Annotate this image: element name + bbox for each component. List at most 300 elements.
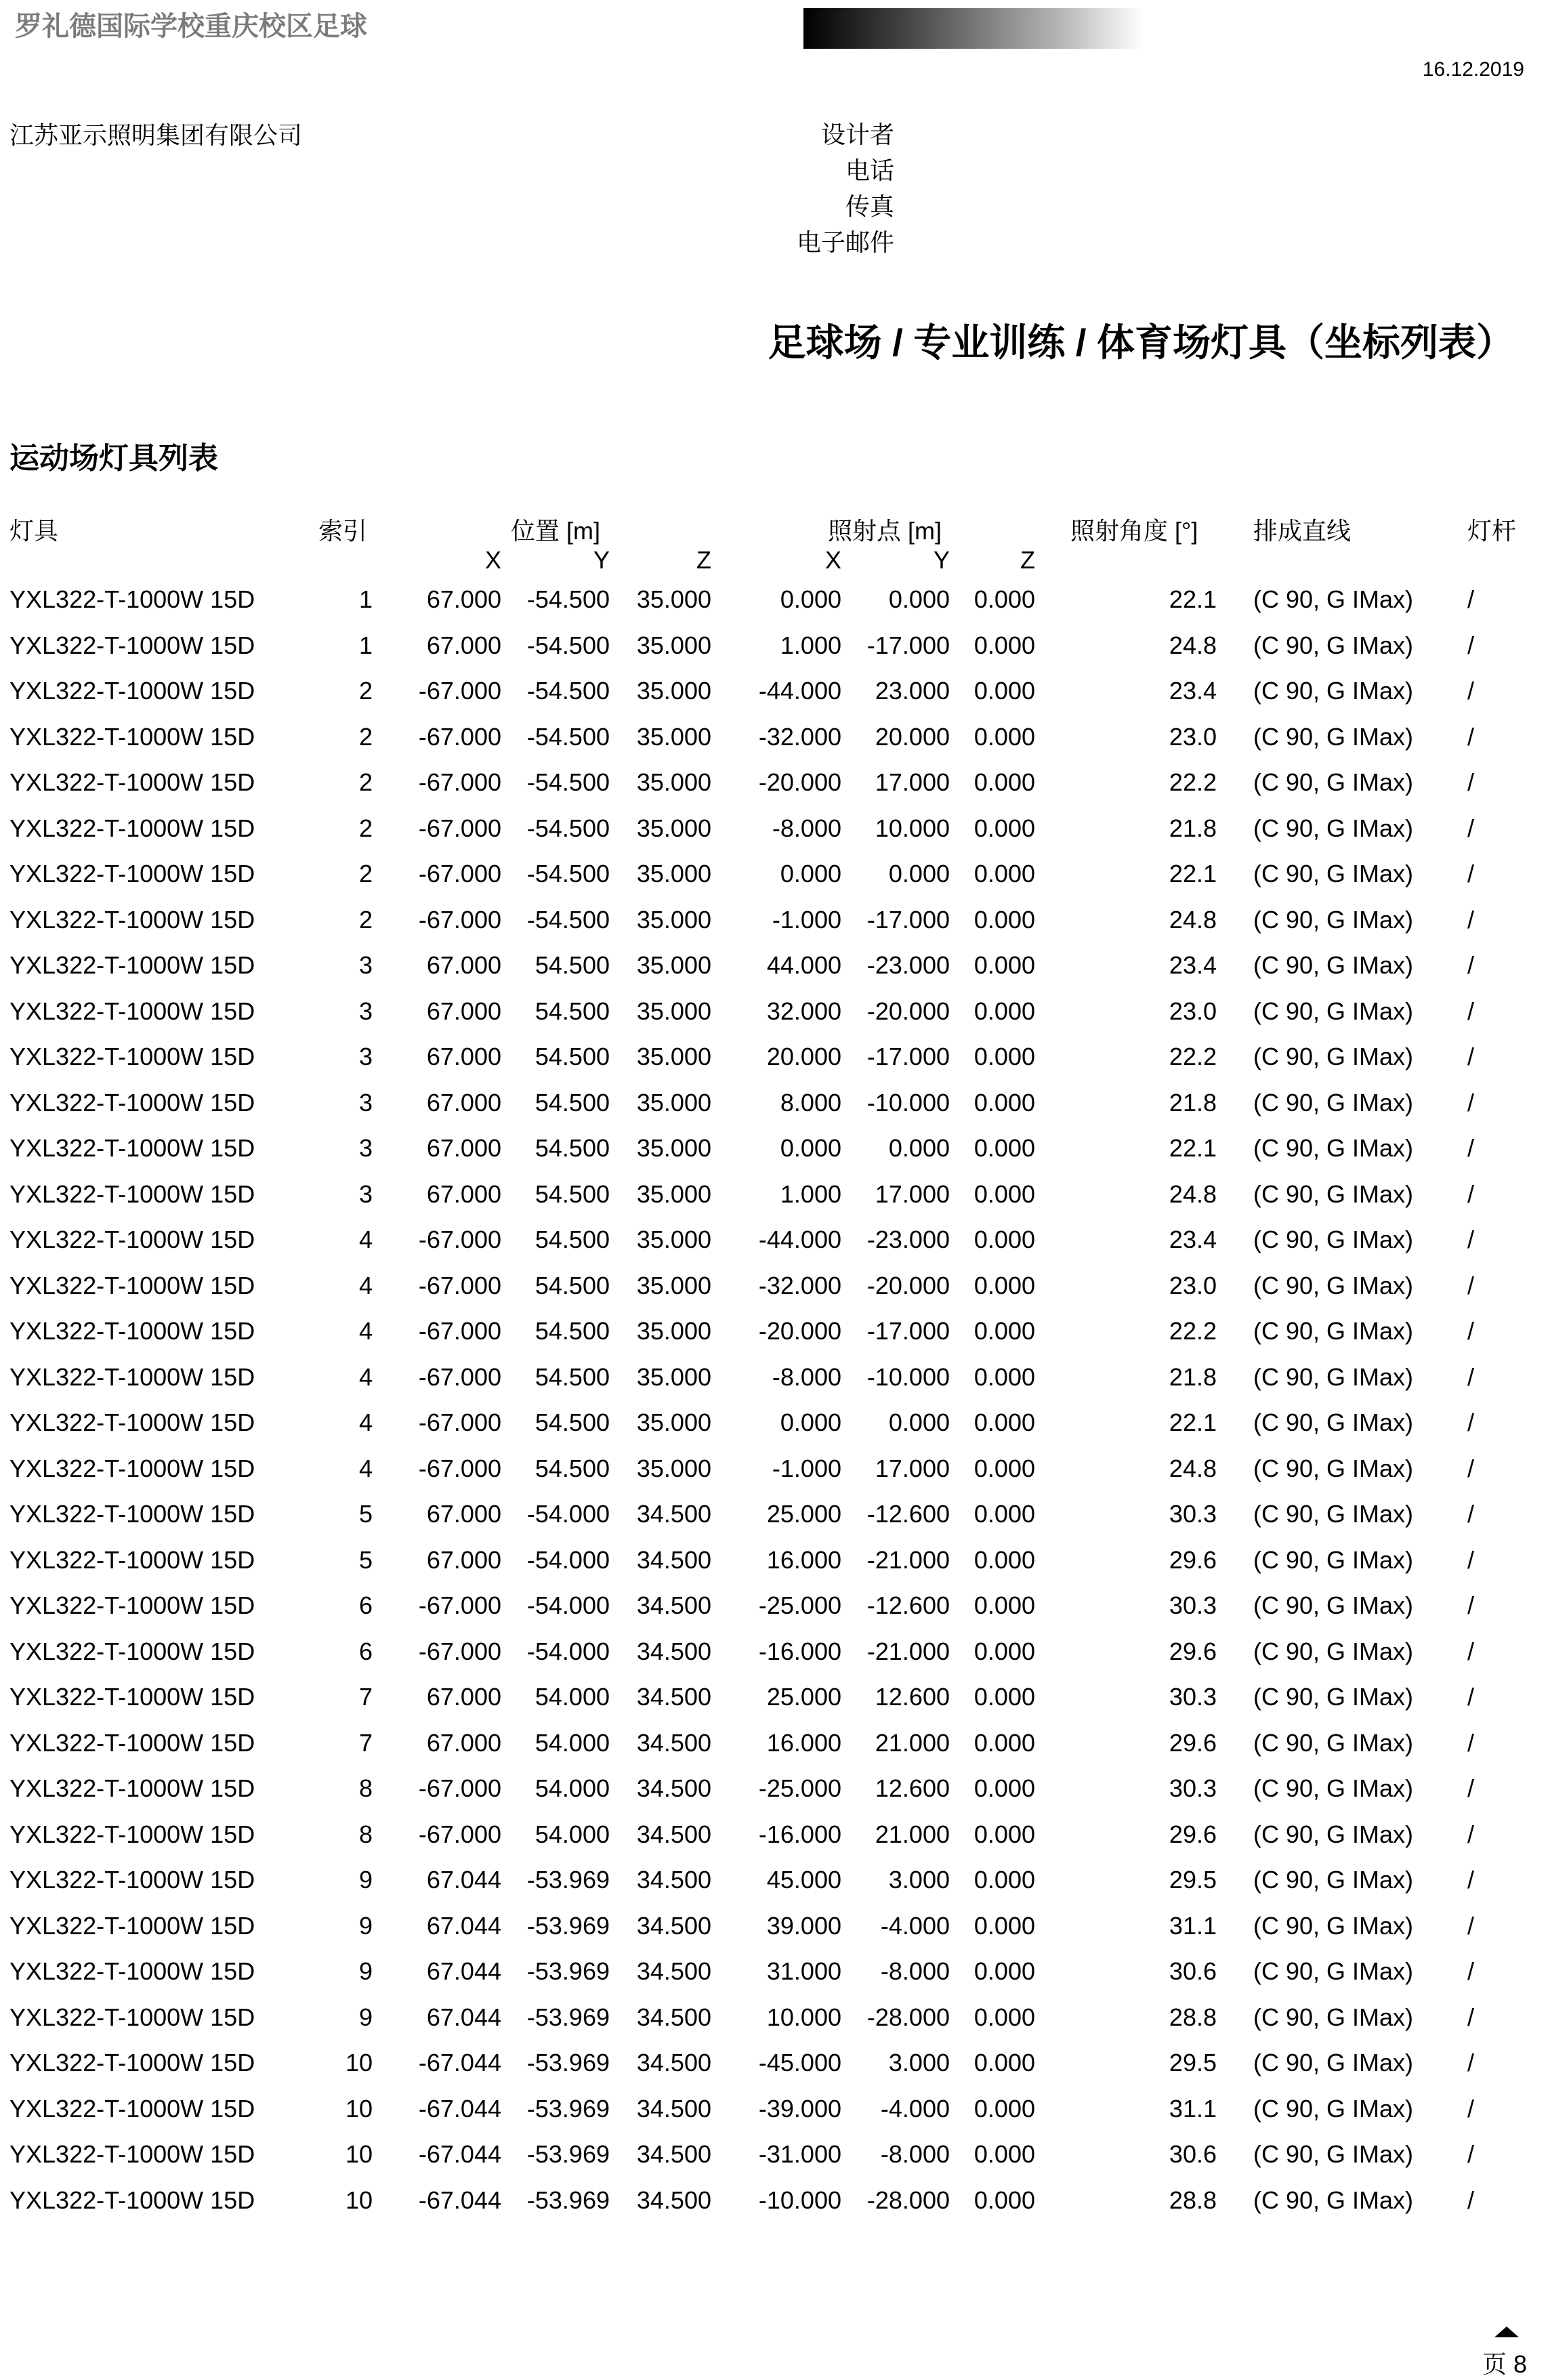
luminaire-cell: YXL322-T-1000W 15D	[9, 2003, 255, 2031]
table-row	[0, 2089, 1550, 2135]
table-row	[0, 1037, 1550, 1083]
header-luminaire: 灯具	[9, 517, 59, 545]
position-x-cell: -67.000	[418, 814, 501, 842]
table-row	[0, 992, 1550, 1038]
aim-x-cell: 0.000	[780, 860, 841, 888]
aim-x-cell: -20.000	[758, 768, 841, 796]
aim-angle-cell: 21.8	[1169, 1088, 1217, 1116]
email-label: 电子邮件	[796, 228, 894, 256]
position-x-cell: -67.044	[418, 2186, 501, 2214]
luminaire-cell: YXL322-T-1000W 15D	[9, 1226, 255, 1253]
alignment-cell: (C 90, G IMax)	[1253, 951, 1414, 979]
table-row	[0, 946, 1550, 992]
alignment-cell: (C 90, G IMax)	[1253, 1591, 1414, 1619]
aim-x-cell: 0.000	[780, 1408, 841, 1436]
aim-x-cell: -16.000	[758, 1820, 841, 1848]
position-x-cell: -67.000	[418, 677, 501, 705]
aim-z-cell: 0.000	[973, 722, 1035, 751]
aim-angle-cell: 31.1	[1169, 2094, 1217, 2123]
aim-y-cell: 0.000	[888, 585, 950, 613]
table-row	[0, 763, 1550, 809]
position-x-cell: -67.000	[418, 1271, 501, 1299]
position-z-cell: 35.000	[636, 1317, 711, 1345]
table-row	[0, 1815, 1550, 1861]
header-aim-z: Z	[1020, 546, 1035, 574]
pole-cell: /	[1467, 1134, 1475, 1162]
aim-z-cell: 0.000	[973, 2186, 1035, 2214]
aim-z-cell: 0.000	[973, 1362, 1035, 1391]
aim-z-cell: 0.000	[973, 631, 1035, 659]
table-row	[0, 1129, 1550, 1175]
position-z-cell: 35.000	[636, 722, 711, 751]
aim-x-cell: 45.000	[766, 1866, 841, 1894]
position-x-cell: 67.000	[426, 1683, 501, 1711]
table-row	[0, 1632, 1550, 1678]
luminaire-table-body	[0, 580, 1550, 2226]
header-gradient-bar	[803, 8, 1144, 49]
aim-y-cell: -28.000	[866, 2186, 950, 2214]
position-z-cell: 35.000	[636, 860, 711, 888]
table-row	[0, 1541, 1550, 1587]
index-cell: 2	[358, 677, 373, 705]
luminaire-cell: YXL322-T-1000W 15D	[9, 814, 255, 842]
aim-y-cell: -8.000	[880, 1957, 950, 1985]
aim-angle-cell: 21.8	[1169, 1362, 1217, 1391]
table-row	[0, 1083, 1550, 1129]
index-cell: 4	[358, 1454, 373, 1482]
index-cell: 4	[358, 1271, 373, 1299]
position-y-cell: 54.500	[535, 997, 610, 1025]
position-x-cell: -67.000	[418, 1226, 501, 1253]
index-cell: 9	[358, 1866, 373, 1894]
luminaire-cell: YXL322-T-1000W 15D	[9, 2140, 255, 2168]
position-z-cell: 35.000	[636, 631, 711, 659]
position-x-cell: 67.000	[426, 997, 501, 1025]
position-z-cell: 35.000	[636, 951, 711, 979]
aim-x-cell: 16.000	[766, 1545, 841, 1574]
aim-x-cell: -10.000	[758, 2186, 841, 2214]
pole-cell: /	[1467, 905, 1475, 934]
aim-z-cell: 0.000	[973, 1683, 1035, 1711]
aim-z-cell: 0.000	[973, 1545, 1035, 1574]
aim-angle-cell: 22.2	[1169, 1043, 1217, 1070]
designer-label: 设计者	[820, 121, 894, 148]
luminaire-cell: YXL322-T-1000W 15D	[9, 1043, 255, 1070]
pole-cell: /	[1467, 1591, 1475, 1619]
page-up-icon	[1494, 2326, 1519, 2337]
aim-z-cell: 0.000	[973, 677, 1035, 705]
aim-z-cell: 0.000	[973, 1134, 1035, 1162]
aim-y-cell: -17.000	[866, 631, 950, 659]
aim-y-cell: 17.000	[875, 1454, 950, 1482]
position-z-cell: 34.500	[636, 1774, 711, 1802]
aim-x-cell: -31.000	[758, 2140, 841, 2168]
pole-cell: /	[1467, 722, 1475, 751]
pole-cell: /	[1467, 1043, 1475, 1070]
pole-cell: /	[1467, 631, 1475, 659]
aim-x-cell: -32.000	[758, 722, 841, 751]
alignment-cell: (C 90, G IMax)	[1253, 1820, 1414, 1848]
aim-x-cell: 44.000	[766, 951, 841, 979]
position-x-cell: -67.000	[418, 768, 501, 796]
position-z-cell: 35.000	[636, 585, 711, 613]
position-z-cell: 34.500	[636, 1957, 711, 1985]
aim-y-cell: -17.000	[866, 1043, 950, 1070]
aim-y-cell: -4.000	[880, 2094, 950, 2123]
position-y-cell: -53.969	[526, 2094, 610, 2123]
luminaire-cell: YXL322-T-1000W 15D	[9, 1728, 255, 1757]
alignment-cell: (C 90, G IMax)	[1253, 1957, 1414, 1985]
aim-angle-cell: 29.6	[1169, 1637, 1217, 1665]
aim-z-cell: 0.000	[973, 1591, 1035, 1619]
header-aim-x: X	[824, 546, 841, 574]
position-z-cell: 34.500	[636, 2003, 711, 2031]
index-cell: 3	[358, 951, 373, 979]
aim-y-cell: -17.000	[866, 905, 950, 934]
alignment-cell: (C 90, G IMax)	[1253, 2094, 1414, 2123]
aim-x-cell: -16.000	[758, 1637, 841, 1665]
aim-y-cell: 17.000	[875, 1179, 950, 1208]
aim-angle-cell: 21.8	[1169, 814, 1217, 842]
index-cell: 9	[358, 1957, 373, 1985]
aim-z-cell: 0.000	[973, 1911, 1035, 1940]
index-cell: 4	[358, 1362, 373, 1391]
position-z-cell: 34.500	[636, 1683, 711, 1711]
index-cell: 9	[358, 2003, 373, 2031]
table-row	[0, 1724, 1550, 1770]
index-cell: 3	[358, 997, 373, 1025]
aim-y-cell: -4.000	[880, 1911, 950, 1940]
position-z-cell: 34.500	[636, 1820, 711, 1848]
pole-cell: /	[1467, 1226, 1475, 1253]
table-row	[0, 2181, 1550, 2227]
position-y-cell: -54.500	[526, 677, 610, 705]
aim-angle-cell: 29.5	[1169, 2049, 1217, 2076]
luminaire-cell: YXL322-T-1000W 15D	[9, 1774, 255, 1802]
position-y-cell: -54.000	[526, 1591, 610, 1619]
aim-y-cell: 3.000	[888, 2049, 950, 2076]
pole-cell: /	[1467, 1820, 1475, 1848]
aim-y-cell: -21.000	[866, 1637, 950, 1665]
aim-y-cell: 0.000	[888, 860, 950, 888]
document-date: 16.12.2019	[1422, 58, 1524, 81]
position-z-cell: 35.000	[636, 677, 711, 705]
alignment-cell: (C 90, G IMax)	[1253, 2186, 1414, 2214]
table-row	[0, 2135, 1550, 2181]
index-cell: 3	[358, 1043, 373, 1070]
position-x-cell: 67.000	[426, 585, 501, 613]
index-cell: 10	[345, 2140, 373, 2168]
pole-cell: /	[1467, 997, 1475, 1025]
aim-z-cell: 0.000	[973, 1271, 1035, 1299]
aim-y-cell: 0.000	[888, 1134, 950, 1162]
position-z-cell: 34.500	[636, 1500, 711, 1528]
aim-x-cell: -8.000	[772, 1362, 841, 1391]
alignment-cell: (C 90, G IMax)	[1253, 585, 1414, 613]
position-y-cell: 54.500	[535, 1454, 610, 1482]
aim-angle-cell: 23.0	[1169, 1271, 1217, 1299]
luminaire-cell: YXL322-T-1000W 15D	[9, 631, 255, 659]
aim-y-cell: -12.600	[866, 1500, 950, 1528]
position-x-cell: 67.000	[426, 1728, 501, 1757]
luminaire-cell: YXL322-T-1000W 15D	[9, 1454, 255, 1482]
phone-label: 电话	[845, 156, 894, 184]
position-y-cell: -54.500	[526, 768, 610, 796]
table-row	[0, 1860, 1550, 1906]
position-y-cell: -54.500	[526, 905, 610, 934]
index-cell: 3	[358, 1088, 373, 1116]
position-y-cell: -54.500	[526, 585, 610, 613]
aim-y-cell: -28.000	[866, 2003, 950, 2031]
aim-z-cell: 0.000	[973, 1179, 1035, 1208]
page-number: 页 8	[1482, 2350, 1527, 2378]
position-x-cell: 67.044	[426, 1957, 501, 1985]
aim-y-cell: 21.000	[875, 1728, 950, 1757]
alignment-cell: (C 90, G IMax)	[1253, 2140, 1414, 2168]
position-y-cell: -54.500	[526, 722, 610, 751]
alignment-cell: (C 90, G IMax)	[1253, 860, 1414, 888]
position-y-cell: -54.000	[526, 1500, 610, 1528]
position-z-cell: 35.000	[636, 905, 711, 934]
table-row	[0, 717, 1550, 764]
aim-z-cell: 0.000	[973, 1500, 1035, 1528]
position-y-cell: 54.000	[535, 1774, 610, 1802]
index-cell: 4	[358, 1408, 373, 1436]
aim-y-cell: -21.000	[866, 1545, 950, 1574]
header-position-z: Z	[696, 546, 711, 574]
alignment-cell: (C 90, G IMax)	[1253, 677, 1414, 705]
pole-cell: /	[1467, 1774, 1475, 1802]
aim-angle-cell: 28.8	[1169, 2186, 1217, 2214]
position-z-cell: 34.500	[636, 2140, 711, 2168]
index-cell: 2	[358, 814, 373, 842]
position-z-cell: 35.000	[636, 1043, 711, 1070]
alignment-cell: (C 90, G IMax)	[1253, 1134, 1414, 1162]
table-row	[0, 1266, 1550, 1312]
aim-angle-cell: 24.8	[1169, 631, 1217, 659]
aim-z-cell: 0.000	[973, 1317, 1035, 1345]
alignment-cell: (C 90, G IMax)	[1253, 1043, 1414, 1070]
pole-cell: /	[1467, 1088, 1475, 1116]
aim-angle-cell: 22.1	[1169, 1134, 1217, 1162]
table-row	[0, 1312, 1550, 1358]
aim-x-cell: -8.000	[772, 814, 841, 842]
pole-cell: /	[1467, 1957, 1475, 1985]
aim-x-cell: -44.000	[758, 1226, 841, 1253]
position-x-cell: 67.044	[426, 1866, 501, 1894]
aim-x-cell: -25.000	[758, 1591, 841, 1619]
position-x-cell: -67.000	[418, 1774, 501, 1802]
alignment-cell: (C 90, G IMax)	[1253, 1226, 1414, 1253]
index-cell: 7	[358, 1683, 373, 1711]
aim-y-cell: 10.000	[875, 814, 950, 842]
luminaire-cell: YXL322-T-1000W 15D	[9, 2049, 255, 2076]
aim-x-cell: 10.000	[766, 2003, 841, 2031]
aim-z-cell: 0.000	[973, 1637, 1035, 1665]
aim-y-cell: 12.600	[875, 1683, 950, 1711]
index-cell: 8	[358, 1774, 373, 1802]
luminaire-cell: YXL322-T-1000W 15D	[9, 1500, 255, 1528]
position-z-cell: 34.500	[636, 2049, 711, 2076]
pole-cell: /	[1467, 2186, 1475, 2214]
aim-x-cell: -32.000	[758, 1271, 841, 1299]
position-y-cell: -54.500	[526, 631, 610, 659]
aim-x-cell: -39.000	[758, 2094, 841, 2123]
position-z-cell: 35.000	[636, 1362, 711, 1391]
aim-angle-cell: 30.6	[1169, 1957, 1217, 1985]
company-name: 江苏亚示照明集团有限公司	[9, 121, 303, 149]
position-x-cell: -67.000	[418, 1317, 501, 1345]
aim-angle-cell: 30.3	[1169, 1500, 1217, 1528]
alignment-cell: (C 90, G IMax)	[1253, 722, 1414, 751]
aim-x-cell: 32.000	[766, 997, 841, 1025]
position-z-cell: 34.500	[636, 1591, 711, 1619]
fax-label: 传真	[845, 192, 894, 220]
luminaire-cell: YXL322-T-1000W 15D	[9, 722, 255, 751]
aim-y-cell: 0.000	[888, 1408, 950, 1436]
pole-cell: /	[1467, 1728, 1475, 1757]
table-row	[0, 854, 1550, 900]
table-row	[0, 1952, 1550, 1998]
index-cell: 1	[358, 585, 373, 613]
aim-y-cell: 21.000	[875, 1820, 950, 1848]
aim-z-cell: 0.000	[973, 951, 1035, 979]
header-position-y: Y	[593, 546, 610, 574]
pole-cell: /	[1467, 2003, 1475, 2031]
luminaire-cell: YXL322-T-1000W 15D	[9, 1088, 255, 1116]
table-row	[0, 809, 1550, 855]
index-cell: 5	[358, 1500, 373, 1528]
pole-cell: /	[1467, 1911, 1475, 1940]
alignment-cell: (C 90, G IMax)	[1253, 1500, 1414, 1528]
luminaire-cell: YXL322-T-1000W 15D	[9, 997, 255, 1025]
header-pole: 灯杆	[1467, 517, 1517, 545]
alignment-cell: (C 90, G IMax)	[1253, 1317, 1414, 1345]
position-z-cell: 35.000	[636, 814, 711, 842]
luminaire-cell: YXL322-T-1000W 15D	[9, 2094, 255, 2123]
aim-z-cell: 0.000	[973, 1774, 1035, 1802]
pole-cell: /	[1467, 1317, 1475, 1345]
aim-x-cell: 31.000	[766, 1957, 841, 1985]
aim-angle-cell: 28.8	[1169, 2003, 1217, 2031]
alignment-cell: (C 90, G IMax)	[1253, 814, 1414, 842]
aim-y-cell: -17.000	[866, 1317, 950, 1345]
aim-angle-cell: 30.6	[1169, 2140, 1217, 2168]
pole-cell: /	[1467, 1545, 1475, 1574]
position-z-cell: 34.500	[636, 1545, 711, 1574]
luminaire-cell: YXL322-T-1000W 15D	[9, 951, 255, 979]
aim-x-cell: 1.000	[780, 631, 841, 659]
aim-angle-cell: 30.3	[1169, 1774, 1217, 1802]
position-y-cell: -54.500	[526, 814, 610, 842]
position-y-cell: 54.500	[535, 1226, 610, 1253]
index-cell: 8	[358, 1820, 373, 1848]
aim-z-cell: 0.000	[973, 814, 1035, 842]
alignment-cell: (C 90, G IMax)	[1253, 1179, 1414, 1208]
alignment-cell: (C 90, G IMax)	[1253, 997, 1414, 1025]
aim-angle-cell: 29.6	[1169, 1545, 1217, 1574]
table-row	[0, 1403, 1550, 1449]
luminaire-cell: YXL322-T-1000W 15D	[9, 1362, 255, 1391]
luminaire-cell: YXL322-T-1000W 15D	[9, 677, 255, 705]
index-cell: 3	[358, 1179, 373, 1208]
position-y-cell: -53.969	[526, 1911, 610, 1940]
aim-z-cell: 0.000	[973, 1088, 1035, 1116]
position-x-cell: 67.000	[426, 951, 501, 979]
position-y-cell: 54.500	[535, 1134, 610, 1162]
luminaire-cell: YXL322-T-1000W 15D	[9, 1820, 255, 1848]
header-position: 位置 [m]	[511, 517, 600, 545]
aim-x-cell: -20.000	[758, 1317, 841, 1345]
position-x-cell: -67.000	[418, 1408, 501, 1436]
position-z-cell: 34.500	[636, 1728, 711, 1757]
aim-y-cell: 23.000	[875, 677, 950, 705]
alignment-cell: (C 90, G IMax)	[1253, 1866, 1414, 1894]
position-y-cell: 54.500	[535, 1043, 610, 1070]
alignment-cell: (C 90, G IMax)	[1253, 1637, 1414, 1665]
pole-cell: /	[1467, 1179, 1475, 1208]
position-x-cell: -67.000	[418, 1454, 501, 1482]
aim-z-cell: 0.000	[973, 860, 1035, 888]
aim-z-cell: 0.000	[973, 2049, 1035, 2076]
aim-angle-cell: 30.3	[1169, 1683, 1217, 1711]
index-cell: 6	[358, 1591, 373, 1619]
position-y-cell: -54.000	[526, 1637, 610, 1665]
aim-y-cell: -10.000	[866, 1088, 950, 1116]
index-cell: 2	[358, 768, 373, 796]
pole-cell: /	[1467, 585, 1475, 613]
alignment-cell: (C 90, G IMax)	[1253, 1774, 1414, 1802]
aim-z-cell: 0.000	[973, 2140, 1035, 2168]
alignment-cell: (C 90, G IMax)	[1253, 1454, 1414, 1482]
luminaire-cell: YXL322-T-1000W 15D	[9, 768, 255, 796]
aim-angle-cell: 23.4	[1169, 951, 1217, 979]
aim-angle-cell: 22.1	[1169, 1408, 1217, 1436]
luminaire-cell: YXL322-T-1000W 15D	[9, 1179, 255, 1208]
header-index: 索引	[318, 517, 368, 545]
aim-z-cell: 0.000	[973, 1728, 1035, 1757]
position-y-cell: -53.969	[526, 1957, 610, 1985]
position-y-cell: 54.000	[535, 1820, 610, 1848]
position-y-cell: 54.000	[535, 1728, 610, 1757]
position-y-cell: 54.000	[535, 1683, 610, 1711]
aim-angle-cell: 24.8	[1169, 905, 1217, 934]
table-row	[0, 626, 1550, 672]
alignment-cell: (C 90, G IMax)	[1253, 631, 1414, 659]
position-y-cell: -54.500	[526, 860, 610, 888]
aim-y-cell: 20.000	[875, 722, 950, 751]
position-z-cell: 35.000	[636, 1408, 711, 1436]
aim-y-cell: -8.000	[880, 2140, 950, 2168]
aim-angle-cell: 22.2	[1169, 1317, 1217, 1345]
index-cell: 2	[358, 905, 373, 934]
position-x-cell: -67.000	[418, 1591, 501, 1619]
position-x-cell: 67.000	[426, 1134, 501, 1162]
aim-z-cell: 0.000	[973, 1957, 1035, 1985]
aim-angle-cell: 23.4	[1169, 677, 1217, 705]
luminaire-cell: YXL322-T-1000W 15D	[9, 1271, 255, 1299]
aim-z-cell: 0.000	[973, 1454, 1035, 1482]
pole-cell: /	[1467, 860, 1475, 888]
alignment-cell: (C 90, G IMax)	[1253, 1728, 1414, 1757]
aim-x-cell: -25.000	[758, 1774, 841, 1802]
position-x-cell: 67.044	[426, 2003, 501, 2031]
luminaire-cell: YXL322-T-1000W 15D	[9, 1134, 255, 1162]
position-z-cell: 35.000	[636, 1088, 711, 1116]
pole-cell: /	[1467, 768, 1475, 796]
aim-y-cell: 3.000	[888, 1866, 950, 1894]
luminaire-cell: YXL322-T-1000W 15D	[9, 585, 255, 613]
